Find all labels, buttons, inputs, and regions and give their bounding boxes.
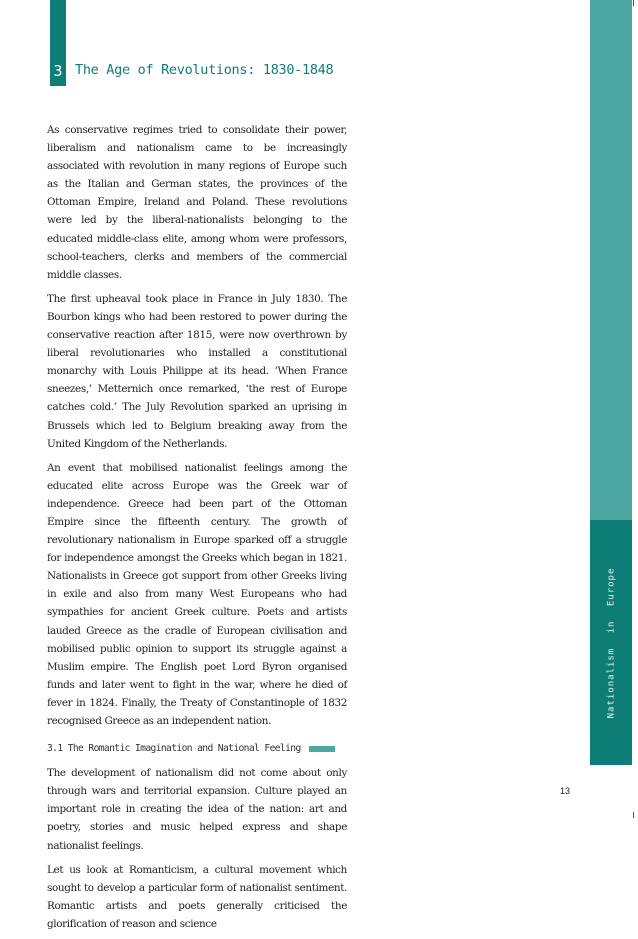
chapter-number: 3	[53, 62, 63, 80]
paragraph: The development of nationalism did not come about only through wars and territorial expansion. Culture played an important role in creating the idea of the nation: art and poetry, stories and music helped express and shape nationalist feelings.	[47, 767, 347, 852]
paragraph: As conservative regimes tried to consolidate their power, liberalism and nationalism came to be increasingly associated with revolution in many regions of Europe such as the Italian and German states, the provinces of the Ottoman Empire, Ireland and Poland. These revolutions were led by the liberal-nationalists belonging to the educated middle-class elite, among whom were professors, school-teachers, clerks and members of the commercial middle classes.	[47, 124, 347, 281]
page-number: 13	[560, 786, 571, 796]
crop-mark-bottom-right	[633, 812, 634, 818]
section-heading	[47, 740, 347, 758]
crop-mark-top-right	[633, 0, 634, 6]
body-content	[47, 121, 347, 939]
side-label-container	[590, 520, 632, 765]
section-heading-bar	[309, 746, 335, 752]
side-label: Nationalism in Europe	[606, 567, 617, 718]
paragraph: Let us look at Romanticism, a cultural movement which sought to develop a particular form of nationalist sentiment. Romantic artists and poets generally criticised the glorification of reason and science	[47, 863, 347, 930]
section-heading-text: 3.1 The Romantic Imagination and National Feeling	[47, 743, 301, 755]
paragraph: An event that mobilised nationalist feelings among the educated elite across Europe was the Greek war of independence. Greece had been part of the Ottoman Empire since the fifteenth century. The growth of revolutionary nationalism in Europe sparked off a struggle for independence amongst the Greeks which began in 1821. Nationalists in Greece got support from other Greeks living in exile and also from many West Europeans who had sympathies for ancient Greek culture. Poets and artists lauded Greece as the cradle of European civilisation and mobilised public opinion to support its struggle against a Muslim empire. The English poet Lord Byron organised funds and later went to fight in the war, where he died of fever in 1824. Finally, the Treaty of Constantinople of 1832 recognised Greece as an independent nation.	[47, 461, 347, 727]
side-bar-top	[590, 0, 632, 520]
paragraph: The first upheaval took place in France in July 1830. The Bourbon kings who had been restored to power during the conservative reaction after 1815, were now overthrown by liberal revolutionaries who installed a constitutional monarchy with Louis Philippe at its head. ‘When France sneezes,’ Metternich once remarked, ‘the rest of Europe catches cold.’ The July Revolution sparked an uprising in Brussels which led to Belgium breaking away from the United Kingdom of the Netherlands.	[47, 292, 347, 450]
chapter-title: The Age of Revolutions: 1830-1848	[75, 62, 334, 78]
